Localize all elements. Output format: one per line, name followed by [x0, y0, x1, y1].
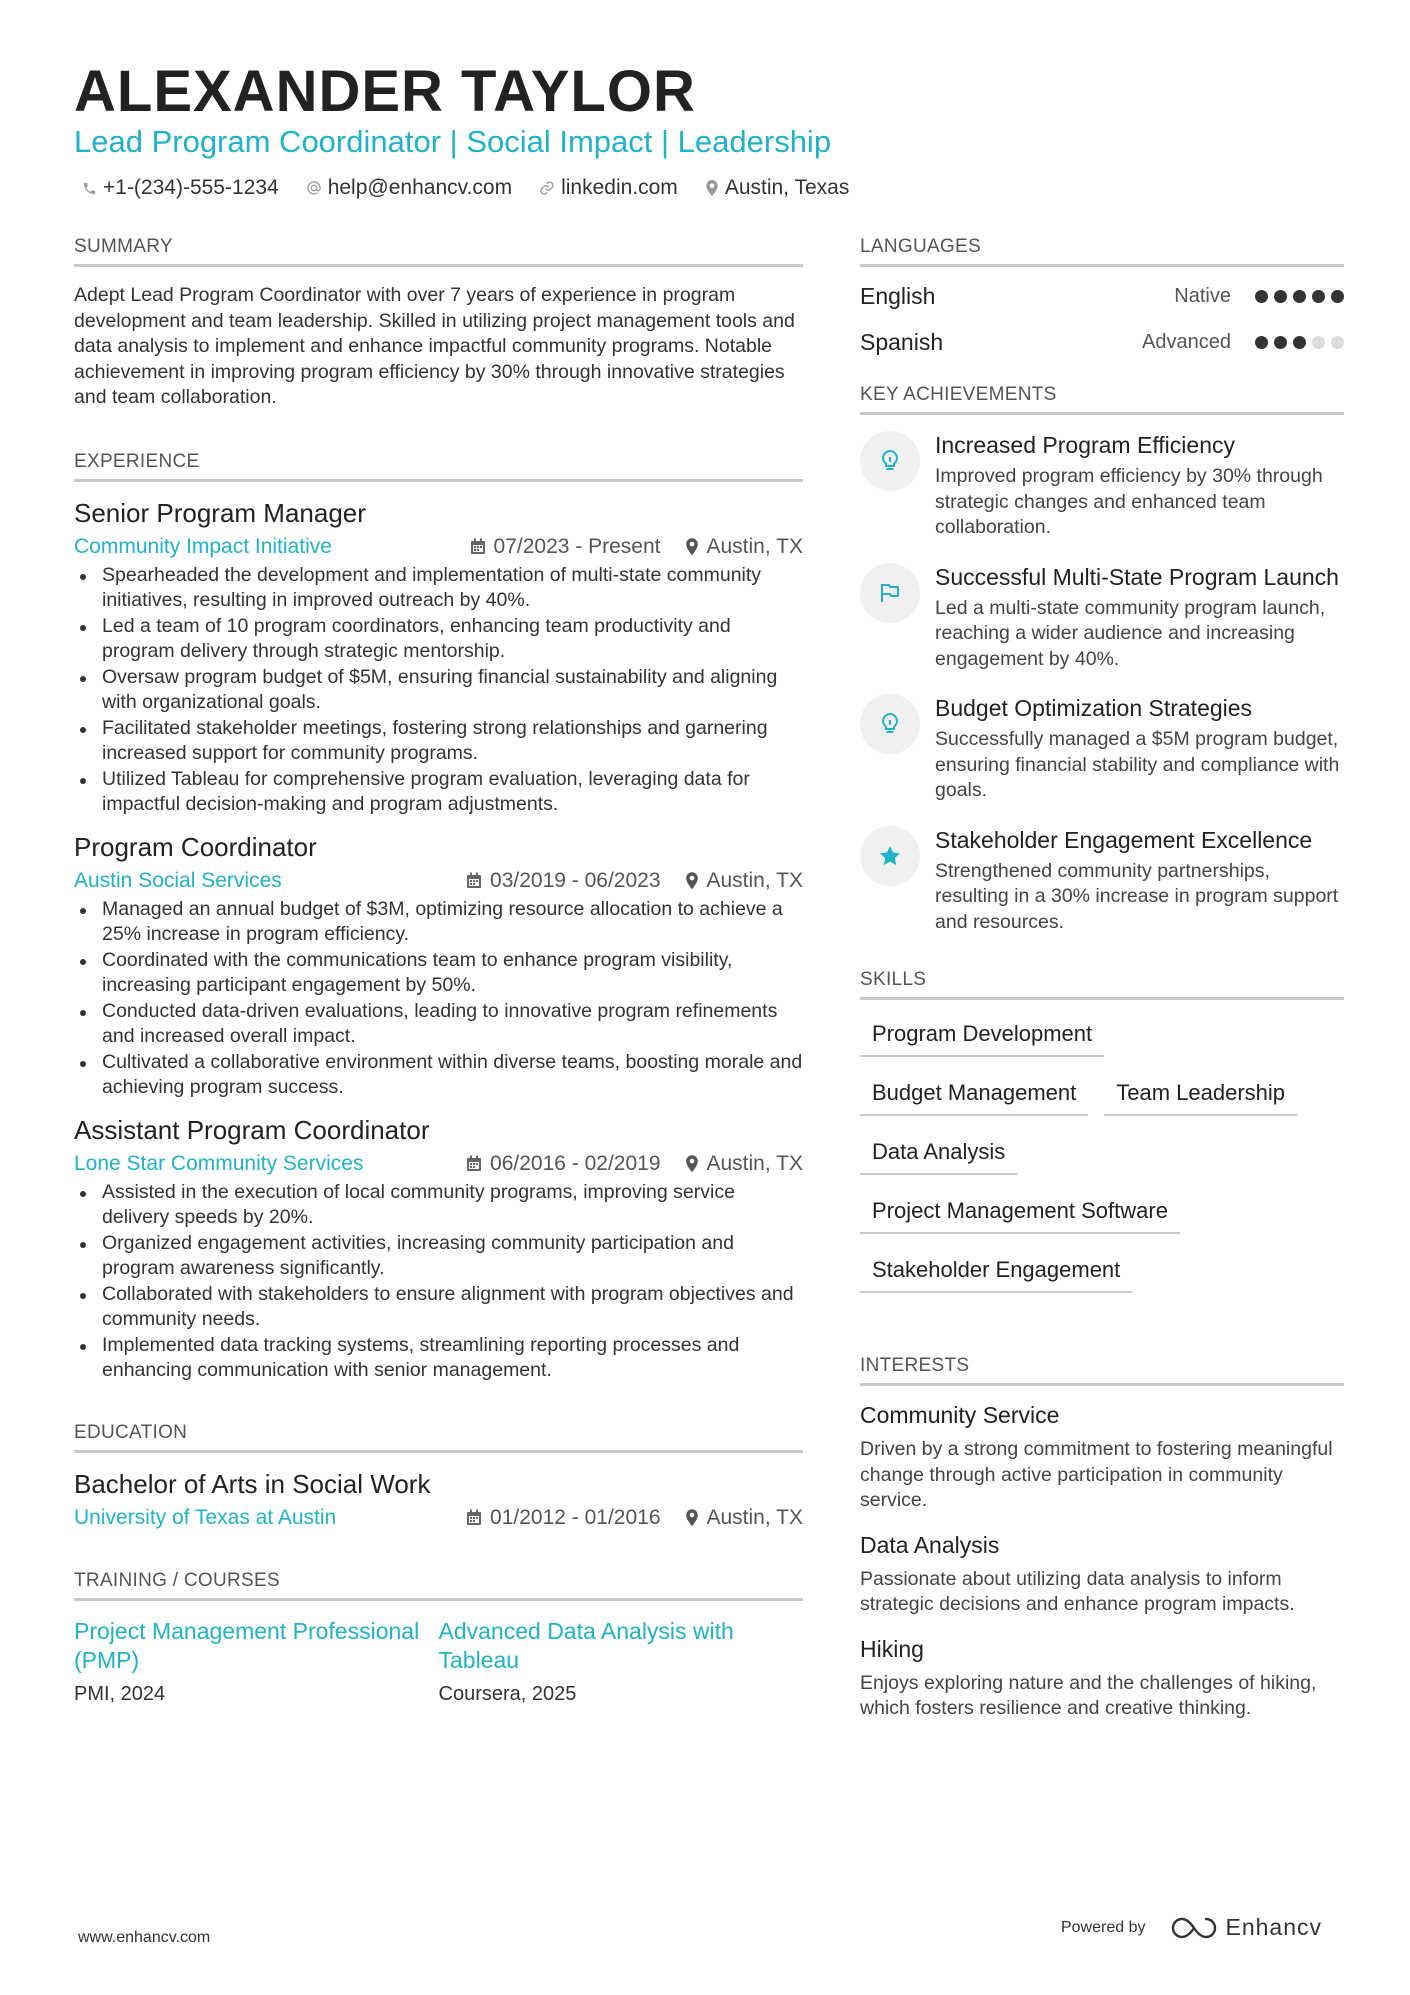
education-location-text: Austin, TX: [706, 1505, 803, 1529]
rating-dot: [1312, 336, 1325, 349]
job-location: [685, 1152, 804, 1176]
achievement-title: Successful Multi-State Program Launch: [935, 563, 1339, 590]
job-location-text: Austin, TX: [706, 534, 803, 558]
language-level: Advanced: [1142, 331, 1231, 353]
rating-dot: [1255, 336, 1268, 349]
achievement-desc: Improved program efficiency by 30% through strategic changes and enhanced team collaboration.: [935, 465, 1323, 538]
bullet-item: Cultivated a collaborative environment within diverse teams, boosting morale and achieving program success.: [74, 1050, 803, 1101]
rating-dot: [1274, 336, 1287, 349]
experience-section: [74, 451, 803, 1384]
footer-branding: [1061, 1914, 1322, 1941]
bullet-item: Led a team of 10 program coordinators, enhancing team productivity and program delivery through strategic mentorship.: [74, 614, 803, 665]
location-pin-icon: [685, 872, 699, 890]
education-dates-text: 01/2012 - 01/2016: [490, 1505, 661, 1529]
achievement-desc: Led a multi-state community program launch, reaching a wider audience and increasing engagement by 40%.: [935, 596, 1326, 670]
skill-tag: Stakeholder Engagement: [860, 1252, 1132, 1293]
skill-tag: Budget Management: [860, 1075, 1088, 1116]
brand-logo[interactable]: [1171, 1914, 1322, 1941]
achievement-body: [935, 431, 1344, 541]
phone-icon: [82, 181, 97, 196]
contact-location: [705, 176, 850, 200]
interest-title: Community Service: [860, 1402, 1060, 1428]
job-entry: [74, 832, 803, 1101]
job-dates: [466, 869, 660, 893]
bullet-item: Spearheaded the development and implementation of multi-state community initiatives, resulting in improved outreach by 40%.: [74, 563, 803, 614]
bullet-item: Coordinated with the communications team to enhance program visibility, increasing participant engagement by 50%.: [74, 948, 803, 999]
calendar-icon: [466, 872, 482, 889]
interest-desc: Driven by a strong commitment to fostering meaningful change through active participation in community service.: [860, 1438, 1333, 1511]
section-title-achievements: KEY ACHIEVEMENTS: [860, 384, 1344, 415]
training-section: [74, 1570, 803, 1706]
rating-dot: [1331, 290, 1344, 303]
languages-section: [860, 236, 1344, 356]
left-column: [74, 236, 803, 1706]
achievement-body: [935, 694, 1344, 804]
star-icon: [860, 826, 920, 886]
job-title: Program Coordinator: [74, 831, 317, 862]
section-title-experience: EXPERIENCE: [74, 451, 803, 482]
section-title-summary: SUMMARY: [74, 236, 803, 267]
education-dates: [466, 1506, 660, 1530]
rating-dot: [1312, 290, 1325, 303]
lightbulb-icon: [860, 431, 920, 491]
job-meta: [74, 869, 803, 893]
linkedin-text: linkedin.com: [561, 176, 678, 199]
bullet-item: Utilized Tableau for comprehensive program evaluation, leveraging data for impactful decision-making and program adjustments.: [74, 767, 803, 818]
job-location: [685, 869, 804, 893]
course-item: [74, 1617, 439, 1706]
rating-dot: [1331, 336, 1344, 349]
skill-tag: Team Leadership: [1104, 1075, 1297, 1116]
language-rating: [1249, 336, 1344, 349]
job-bullets: [74, 563, 803, 818]
language-item: [860, 283, 1344, 310]
bullet-item: Collaborated with stakeholders to ensure alignment with program objectives and community needs.: [74, 1282, 803, 1333]
job-meta: [74, 535, 803, 559]
company-name: Lone Star Community Services: [74, 1151, 364, 1175]
candidate-name: ALEXANDER TAYLOR: [74, 59, 696, 124]
section-title-interests: INTERESTS: [860, 1355, 1344, 1386]
education-section: [74, 1422, 803, 1530]
education-location: [685, 1506, 804, 1530]
bullet-item: Organized engagement activities, increasing community participation and program awareness significantly.: [74, 1231, 803, 1282]
achievement-desc: Strengthened community partnerships, resulting in a 30% increase in program support and resources.: [935, 859, 1339, 933]
phone-text: +1-(234)-555-1234: [103, 176, 279, 199]
company-name: Austin Social Services: [74, 868, 282, 892]
section-title-languages: LANGUAGES: [860, 236, 1344, 267]
summary-section: [74, 236, 803, 411]
job-title: Senior Program Manager: [74, 497, 366, 528]
bullet-item: Facilitated stakeholder meetings, fostering strong relationships and garnering increased support for community programs.: [74, 716, 803, 767]
brand-name: Enhancv: [1225, 1914, 1322, 1940]
job-entry: [74, 498, 803, 818]
right-column: [860, 236, 1344, 1740]
degree-title: Bachelor of Arts in Social Work: [74, 1468, 431, 1499]
interest-desc: Enjoys exploring nature and the challenges of hiking, which fosters resilience and creative thinking.: [860, 1671, 1317, 1719]
company-name: Community Impact Initiative: [74, 534, 332, 558]
skills-section: [860, 969, 1344, 1311]
bullet-item: Conducted data-driven evaluations, leading to innovative program refinements and increased overall impact.: [74, 999, 803, 1050]
job-title: Assistant Program Coordinator: [74, 1114, 430, 1145]
job-location: [685, 535, 804, 559]
contact-bar: [82, 176, 876, 200]
achievement-item: [860, 431, 1344, 541]
lightbulb-icon: [860, 694, 920, 754]
achievement-title: Stakeholder Engagement Excellence: [935, 826, 1313, 853]
job-dates-text: 06/2016 - 02/2019: [490, 1151, 661, 1175]
skill-tag: Project Management Software: [860, 1193, 1180, 1234]
section-title-training: TRAINING / COURSES: [74, 1570, 803, 1601]
job-dates: [466, 1152, 660, 1176]
achievement-title: Increased Program Efficiency: [935, 432, 1235, 458]
achievement-title: Budget Optimization Strategies: [935, 695, 1253, 721]
calendar-icon: [470, 538, 486, 555]
location-pin-icon: [705, 180, 719, 196]
location-pin-icon: [685, 1509, 699, 1527]
section-title-skills: SKILLS: [860, 969, 1344, 1000]
achievement-item: [860, 826, 1344, 936]
interest-title: Hiking: [860, 1635, 924, 1662]
skill-tag: Data Analysis: [860, 1134, 1017, 1175]
rating-dot: [1255, 290, 1268, 303]
skill-list: [860, 1016, 1344, 1311]
rating-dot: [1293, 336, 1306, 349]
section-title-education: EDUCATION: [74, 1422, 803, 1453]
job-entry: [74, 1115, 803, 1384]
job-location-text: Austin, TX: [706, 868, 803, 892]
interest-item: [860, 1532, 1344, 1618]
contact-linkedin[interactable]: [539, 176, 678, 200]
location-pin-icon: [685, 1155, 699, 1173]
language-name: Spanish: [860, 329, 944, 355]
interest-title: Data Analysis: [860, 1531, 1000, 1558]
skill-tag: Program Development: [860, 1016, 1104, 1057]
job-bullets: [74, 1180, 803, 1384]
course-title: Advanced Data Analysis with Tableau: [438, 1617, 734, 1673]
email-text: help@enhancv.com: [327, 176, 513, 199]
calendar-icon: [466, 1509, 482, 1526]
interest-desc: Passionate about utilizing data analysis to inform strategic decisions and enhance program impacts.: [860, 1567, 1295, 1615]
achievement-desc: Successfully managed a $5M program budget, ensuring financial stability and compliance with goals.: [935, 728, 1340, 801]
rating-dot: [1293, 290, 1306, 303]
at-icon: [306, 180, 322, 196]
education-meta: [74, 1506, 803, 1530]
interest-item: [860, 1402, 1344, 1514]
course-list: [74, 1617, 803, 1706]
job-bullets: [74, 897, 803, 1101]
interest-item: [860, 1636, 1344, 1722]
headline: Lead Program Coordinator | Social Impact | Leadership: [74, 124, 832, 159]
language-rating: [1249, 290, 1344, 303]
flag-icon: [860, 563, 920, 623]
job-dates: [470, 535, 661, 559]
achievement-item: [860, 563, 1344, 673]
bullet-item: Managed an annual budget of $3M, optimizing resource allocation to achieve a 25% increase in program efficiency.: [74, 897, 803, 948]
school-name: University of Texas at Austin: [74, 1505, 337, 1529]
course-provider: PMI, 2024: [74, 1682, 166, 1705]
infinity-logo-icon: [1171, 1916, 1217, 1940]
course-provider: Coursera, 2025: [438, 1682, 577, 1705]
job-dates-text: 07/2023 - Present: [493, 534, 661, 558]
language-name: English: [860, 283, 936, 309]
achievement-body: [935, 563, 1344, 673]
course-title: Project Management Professional (PMP): [74, 1617, 420, 1673]
bullet-item: Implemented data tracking systems, streamlining reporting processes and enhancing communication with senior management.: [74, 1333, 803, 1384]
job-meta: [74, 1152, 803, 1176]
rating-dot: [1274, 290, 1287, 303]
language-item: [860, 329, 1344, 356]
contact-email[interactable]: [306, 176, 512, 200]
location-text: Austin, Texas: [724, 176, 850, 199]
bullet-item: Oversaw program budget of $5M, ensuring financial sustainability and aligning with organizational goals.: [74, 665, 803, 716]
course-item: [439, 1617, 804, 1706]
achievement-item: [860, 694, 1344, 804]
calendar-icon: [466, 1155, 482, 1172]
bullet-item: Assisted in the execution of local community programs, improving service delivery speeds by 20%.: [74, 1180, 803, 1231]
summary-text: Adept Lead Program Coordinator with over 7 years of experience in program development and team leadership. Skilled in utilizing project management tools and data analysis to implement and enhance impactful community programs. Notable achievement in improving program efficiency by 30% through innovative strategies and team collaboration.: [74, 284, 795, 408]
location-pin-icon: [685, 538, 699, 556]
contact-phone: [82, 176, 279, 200]
achievements-section: [860, 384, 1344, 935]
achievement-body: [935, 826, 1344, 936]
interests-section: [860, 1355, 1344, 1722]
link-icon: [539, 180, 555, 196]
powered-by-text: Powered by: [1060, 1918, 1146, 1936]
job-location-text: Austin, TX: [706, 1151, 803, 1175]
footer-website[interactable]: www.enhancv.com: [78, 1929, 211, 1946]
job-dates-text: 03/2019 - 06/2023: [490, 868, 661, 892]
language-level: Native: [1174, 285, 1231, 307]
